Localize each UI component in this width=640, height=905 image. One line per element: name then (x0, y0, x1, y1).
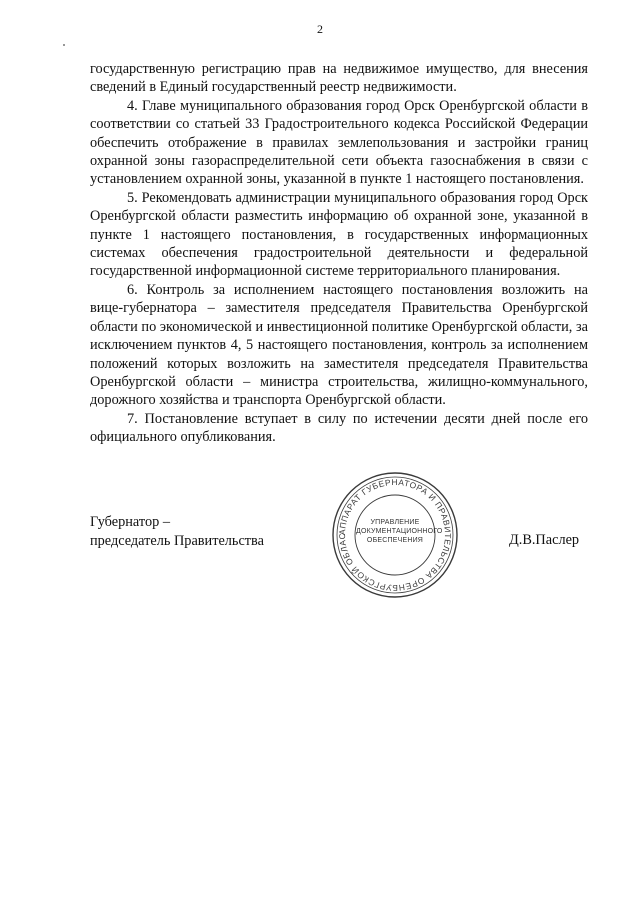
page-number: 2 (317, 22, 323, 36)
signatory-title-line2: председатель Правительства (90, 533, 264, 549)
paragraph-continuation: государственную регистрацию прав на недвижимое имущество, для внесения сведений в Единый государственный реестр недвижимости. (90, 61, 588, 96)
document-body (90, 60, 588, 447)
stamp-line2: ДОКУМЕНТАЦИОННОГО (356, 528, 443, 535)
stamp-center-text (356, 518, 443, 545)
stamp-line3: ОБЕСПЕЧЕНИЯ (366, 537, 424, 544)
stamp-ring-text: АППАРАТ ГУБЕРНАТОРА И ПРАВИТЕЛЬСТВА ОРЕНБУРГСКОЙ ОБЛАС (336, 476, 454, 594)
paragraph-6: 6. Контроль за исполнением настоящего постановления возложить на вице-губернатора – заместителя председателя Правительства Оренбургской области по экономической и инвестиционной политике Оренбургской области, за исключением пунктов 4, 5 настоящего постановления, контроль за исполнением положений которых возложить на заместителя председателя Правительства Оренбургской области – министра строительства, жилищно-коммунального, дорожного хозяйства и транспорта Оренбургской области. (90, 281, 588, 409)
signatory-name: Д.В.Паслер (509, 532, 580, 548)
official-stamp (330, 470, 460, 600)
paragraph-4: 4. Главе муниципального образования город Орск Оренбургской области в соответствии со статьей 33 Градостроительного кодекса Российской Федерации обеспечить отображение в правилах землепользования и застройки границ охранной зоны газораспределительной сети объекта газоснабжения в связи с установлением охранной зоны, указанной в пункте 1 настоящего постановления. (90, 97, 588, 188)
signatory-title (90, 513, 264, 551)
signatory-title-line1: Губернатор – (90, 514, 170, 530)
stamp-line1: УПРАВЛЕНИЕ (370, 519, 420, 526)
paragraph-7: 7. Постановление вступает в силу по истечении десяти дней после его официального опубликования. (90, 410, 588, 446)
scan-speck (63, 44, 65, 46)
paragraph-5: 5. Рекомендовать администрации муниципального образования город Орск Оренбургской области разместить информацию об охранной зоне, указанной в пункте 1 настоящего постановления, в государственных информационных системах обеспечения градостроительной деятельности и федеральной государственной информационной системе территориального планирования. (90, 189, 588, 280)
